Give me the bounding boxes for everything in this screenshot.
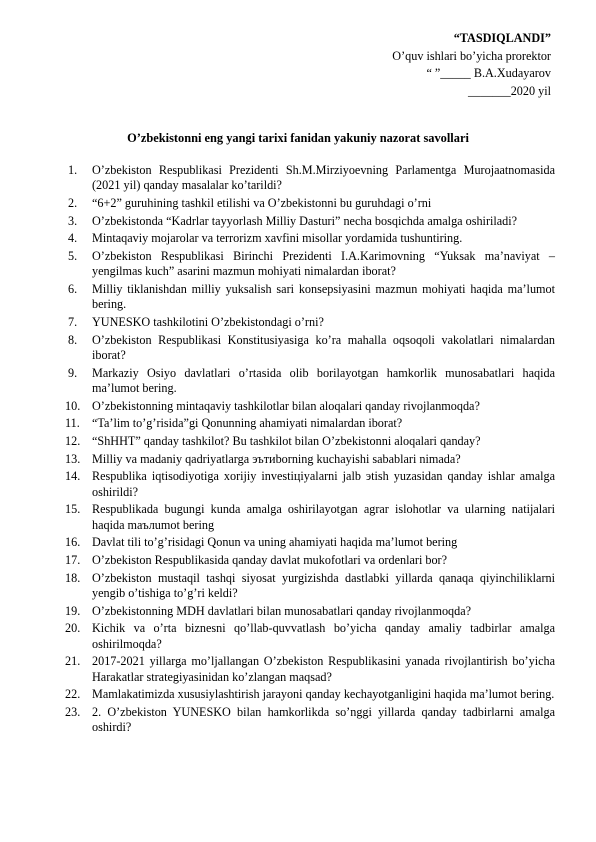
question-item bbox=[68, 163, 555, 194]
question-item bbox=[68, 282, 555, 313]
question-text: O’zbekistonning MDH davlatlari bilan munosabatlari qanday rivojlanmoqda? bbox=[92, 603, 472, 618]
question-item bbox=[65, 603, 555, 619]
question-text: Kichik va o’rta biznesni qo’llab-quvvatlash bo’yicha qanday amaliy tadbirlar amalga oshirilmoqda? bbox=[92, 621, 555, 651]
question-number: 9. bbox=[68, 365, 78, 380]
question-item bbox=[68, 333, 555, 364]
question-text: Respublika iqtisodiyotiga xorijiy investiцiyalarni jalb эtish yuzasidan qanday ishlar amalga oshirildi? bbox=[92, 469, 555, 499]
question-item bbox=[68, 196, 555, 211]
question-item bbox=[68, 366, 555, 397]
question-item bbox=[65, 687, 555, 702]
question-number: 3. bbox=[68, 213, 78, 228]
question-text: Mamlakatimizda xususiylashtirish jarayoni qanday kechayotganligini haqida ma’lumot bering. bbox=[92, 687, 555, 702]
question-text: “ShHHT” qanday tashkilot? Bu tashkilot bilan O’zbekistonni aloqalari qanday? bbox=[92, 434, 481, 449]
question-text: 2. O’zbekiston YUNESKO bilan hamkorlikda so’nggi yillarda qanday tadbirlarni amalga oshirdi? bbox=[92, 705, 555, 735]
question-item bbox=[68, 315, 555, 330]
question-text: Mintaqaviy mojarolar va terrorizm xavfini misollar yordamida tushuntiring. bbox=[92, 231, 463, 246]
question-text: O’zbekiston Respublikasi Konstitusiyasiga ko’ra mahalla oqsoqoli vakolatlari nimalardan iborat? bbox=[92, 332, 555, 362]
approval-date-line: _______2020 yil bbox=[468, 83, 551, 98]
question-item bbox=[65, 416, 555, 431]
question-number: 2. bbox=[68, 195, 78, 210]
question-text: Milliy va madaniy qadriyatlarga эътиborning kuchayishi sabablari nimada? bbox=[92, 451, 461, 466]
question-text: O’zbekistonda “Kadrlar tayyorlash Milliy Dasturi” necha bosqichda amalga oshiriladi? bbox=[92, 213, 518, 228]
question-number: 22. bbox=[65, 687, 81, 702]
question-text: O’zbekiston Respublikasida qanday davlat mukofotlari va ordenlari bor? bbox=[92, 553, 448, 568]
question-number: 7. bbox=[68, 315, 78, 330]
question-number: 8. bbox=[68, 332, 78, 347]
question-number: 1. bbox=[68, 163, 78, 177]
approval-title: “TASDIQLANDI” bbox=[453, 31, 551, 45]
question-number: 18. bbox=[65, 570, 81, 585]
question-list bbox=[65, 163, 555, 738]
question-text: 2017-2021 yillarga mo’ljallangan O’zbekiston Respublikasini yanada rivojlantirish bo’yicha Harakatlar strategiyasinidan ko’zlangan maqsad? bbox=[92, 654, 555, 684]
question-number: 14. bbox=[65, 469, 81, 484]
question-text: Milliy tiklanishdan milliy yuksalish sari konsepsiyasini mazmun mohiyati haqida ma’lumot bering. bbox=[92, 282, 555, 312]
question-number: 10. bbox=[65, 398, 81, 413]
question-item bbox=[65, 553, 555, 568]
question-number: 20. bbox=[65, 621, 81, 636]
question-text: “Ta’lim to’g’risida”gi Qonunning ahamiyati nimalardan iborat? bbox=[92, 416, 403, 431]
question-number: 19. bbox=[65, 603, 81, 618]
question-text: Respublikada bugungi kunda amalga oshirilayotgan agrar islohotlar va ularning natijalari haqida maълumot bering bbox=[92, 502, 555, 532]
question-text: “6+2” guruhining tashkil etilishi va O’zbekistonni bu guruhdagi o’rni bbox=[92, 195, 432, 210]
question-number: 23. bbox=[65, 705, 81, 720]
question-item bbox=[65, 654, 555, 685]
question-number: 11. bbox=[65, 416, 80, 431]
question-item bbox=[65, 451, 555, 467]
question-number: 12. bbox=[65, 434, 81, 449]
question-item bbox=[68, 214, 555, 229]
question-item bbox=[68, 249, 555, 280]
question-item bbox=[65, 434, 555, 449]
question-number: 6. bbox=[68, 282, 78, 297]
question-text: O’zbekiston Respublikasi Prezidenti Sh.M.Mirziyoevning Parlamentga Murojaatnomasida (2021 yil) qanday masalalar ko’tarildi? bbox=[92, 163, 555, 193]
approval-position: O’quv ishlari bo’yicha prorektor bbox=[392, 48, 551, 63]
question-number: 5. bbox=[68, 249, 78, 264]
question-item bbox=[65, 570, 555, 602]
document-title: O’zbekistonni eng yangi tarixi fanidan yakuniy nazorat savollari bbox=[127, 131, 469, 145]
question-number: 17. bbox=[65, 553, 81, 568]
question-item bbox=[65, 621, 555, 652]
question-text: Davlat tili to’g’risidagi Qonun va uning ahamiyati haqida ma’lumot bering bbox=[92, 535, 458, 550]
question-item bbox=[65, 502, 555, 533]
question-number: 21. bbox=[65, 654, 81, 669]
question-number: 15. bbox=[65, 502, 81, 517]
approval-block bbox=[392, 30, 551, 100]
question-text: YUNESKO tashkilotini O’zbekistondagi o’rni? bbox=[92, 315, 324, 330]
question-text: Markaziy Osiyo davlatlari o’rtasida olib borilayotgan hamkorlik munosabatlari haqida ma’lumot bering. bbox=[92, 365, 555, 395]
question-item bbox=[65, 535, 555, 550]
approval-signature-line: “ ”_____ B.A.Xudayarov bbox=[426, 66, 551, 80]
question-text: O’zbekistonning mintaqaviy tashkilotlar bilan aloqalari qanday rivojlanmoqda? bbox=[92, 398, 480, 413]
question-number: 4. bbox=[68, 231, 78, 246]
question-text: O’zbekiston mustaqil tashqi siyosat yurgizishda dastlabki yillarda qanaqa qiyinchiliklarni yengib o’tishiga to’g’ri keldi? bbox=[92, 570, 555, 601]
question-number: 16. bbox=[65, 535, 81, 550]
question-item bbox=[65, 469, 555, 500]
question-text: O’zbekiston Respublikasi Birinchi Prezidenti I.A.Karimovning “Yuksak ma’naviyat – yengilmas kuch” asarini mazmun mohiyati nimalardan iborat? bbox=[92, 249, 555, 279]
question-item bbox=[68, 231, 555, 246]
question-number: 13. bbox=[65, 451, 81, 466]
question-item bbox=[65, 398, 555, 414]
question-item bbox=[65, 705, 555, 736]
